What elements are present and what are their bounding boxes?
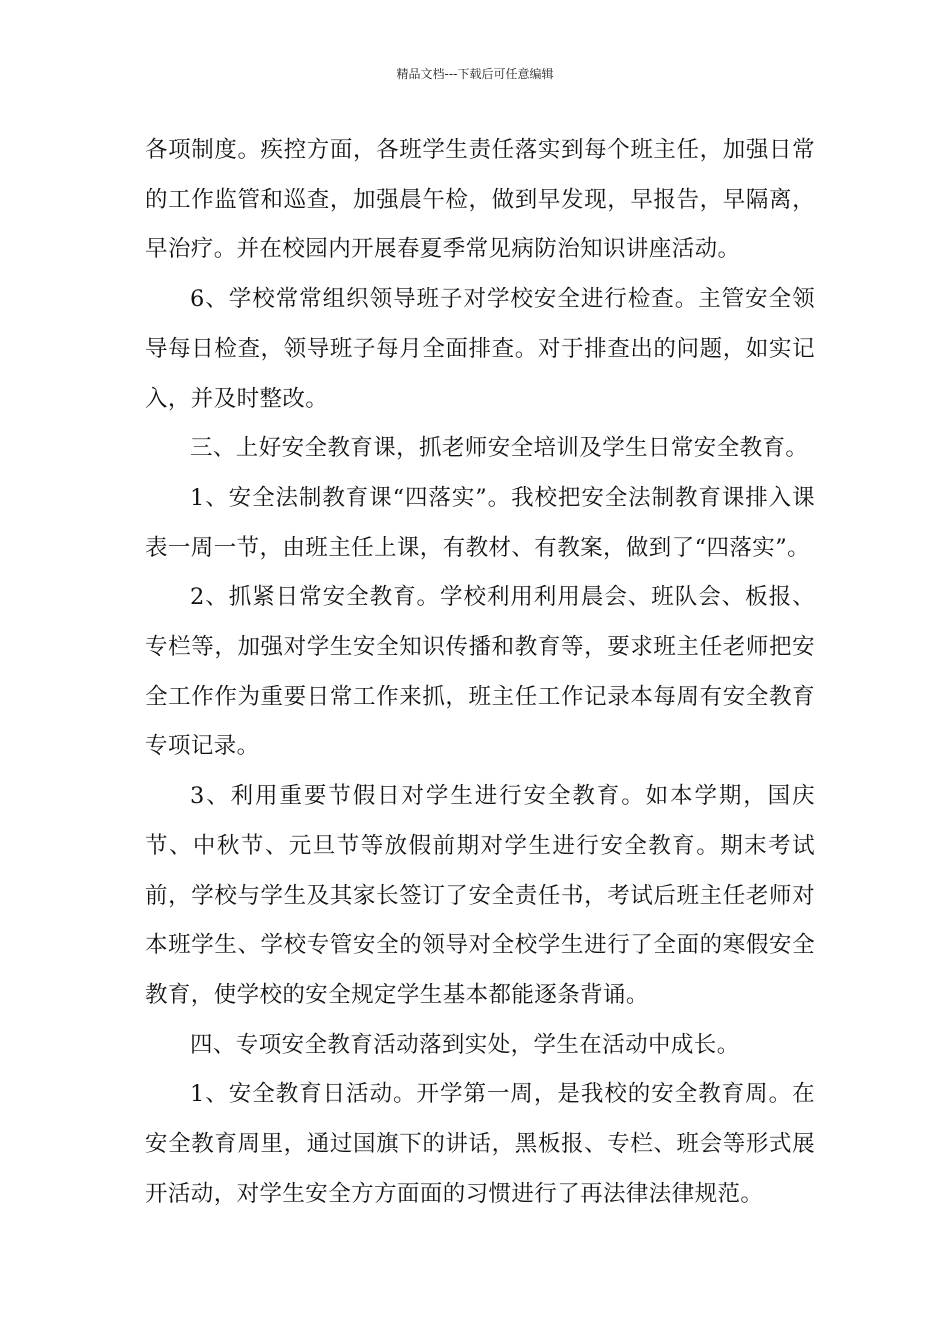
document-body (145, 126, 815, 1219)
section-heading-special-activities: 四、专项安全教育活动落到实处，学生在活动中成长。 (190, 1031, 740, 1058)
paragraph-holiday-safety-education: 3、利用重要节假日对学生进行安全教育。如本学期，国庆节、中秋节、元旦节等放假前期对学生进行安全教育。期末考试前，学校与学生及其家长签订了安全责任书，考试后班主任老师对本班学生、学校专管安全的领导对全校学生进行了全面的寒假安全教育，使学校的安全规定学生基本都能逐条背诵。 (145, 783, 815, 1008)
paragraph-safety-education-day: 1、安全教育日活动。开学第一周，是我校的安全教育周。在安全教育周里，通过国旗下的讲话，黑板报、专栏、班会等形式展开活动，对学生安全方方面面的习惯进行了再法律法律规范。 (145, 1081, 815, 1207)
paragraph-legal-education-course: 1、安全法制教育课“四落实”。我校把安全法制教育课排入课表一周一节，由班主任上课，有教材、有教案，做到了“四落实”。 (145, 484, 815, 561)
section-heading-safety-education: 三、上好安全教育课，抓老师安全培训及学生日常安全教育。 (190, 435, 809, 462)
paragraph-daily-safety-education: 2、抓紧日常安全教育。学校利用利用晨会、班队会、板报、专栏等，加强对学生安全知识传播和教育等，要求班主任老师把安全工作作为重要日常工作来抓，班主任工作记录本每周有安全教育专项记录。 (145, 584, 815, 760)
page-header: 精品文档---下载后可任意编辑 (396, 67, 554, 81)
paragraph-disease-control: 各项制度。疾控方面，各班学生责任落实到每个班主任，加强日常的工作监管和巡查，加强晨午检，做到早发现，早报告，早隔离，早治疗。并在校园内开展春夏季常见病防治知识讲座活动。 (145, 137, 815, 263)
paragraph-safety-inspection: 6、学校常常组织领导班子对学校安全进行检查。主管安全领导每日检查，领导班子每月全面排查。对于排查出的问题，如实记入，并及时整改。 (145, 286, 815, 412)
